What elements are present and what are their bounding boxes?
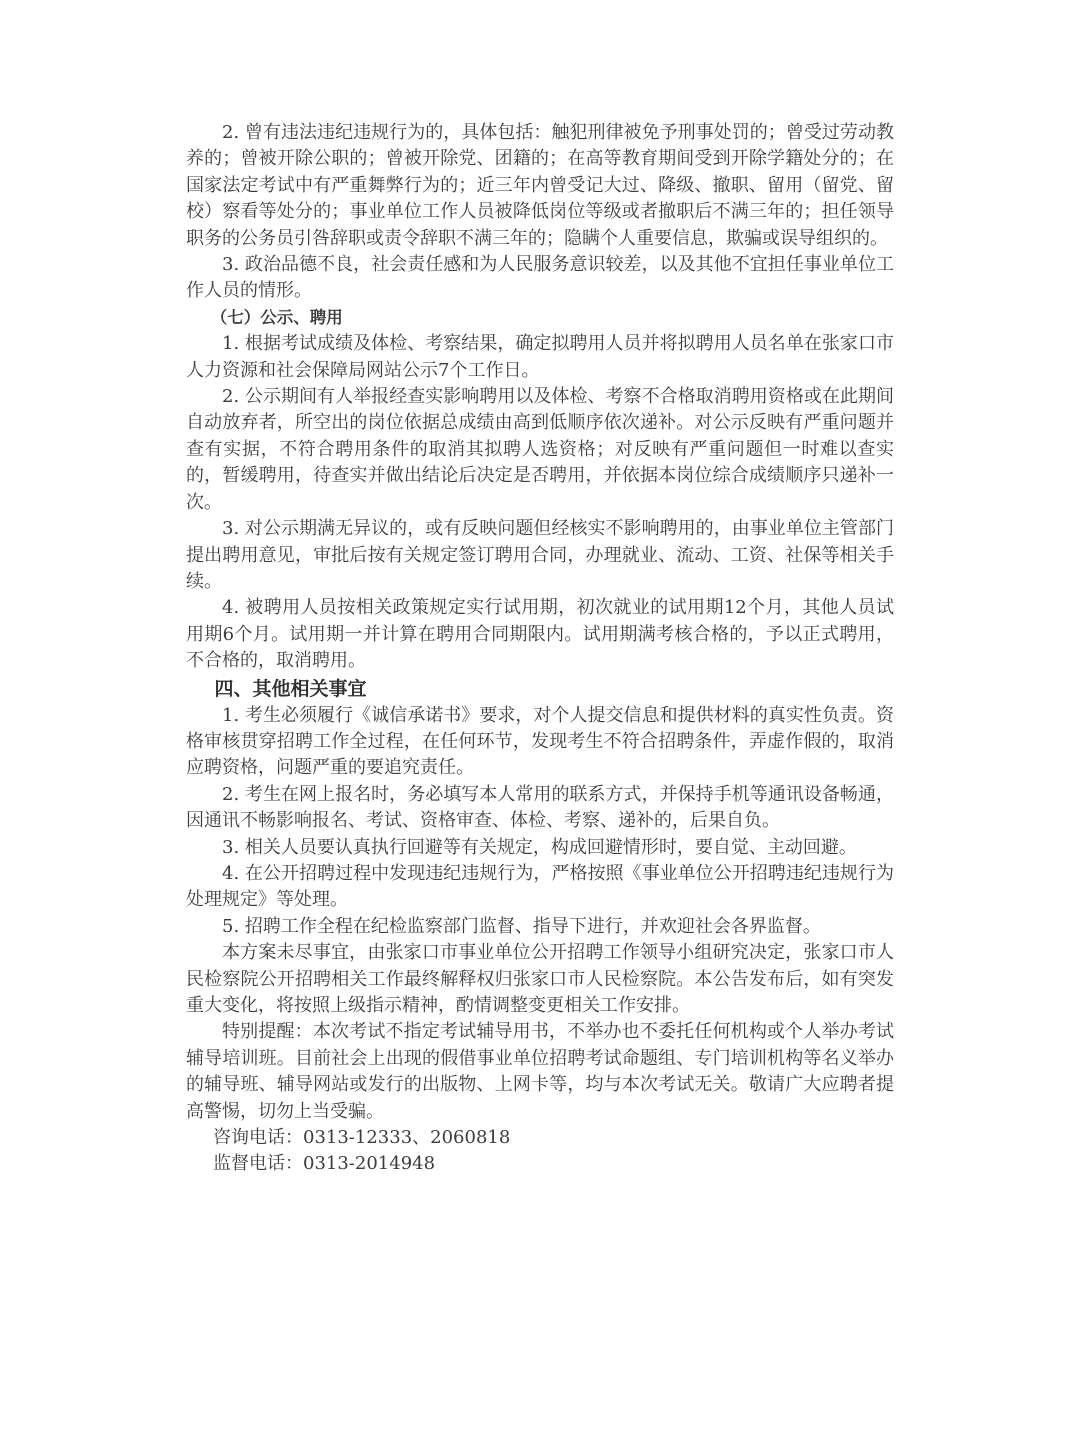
paragraph: 4. 在公开招聘过程中发现违纪违规行为，严格按照《事业单位公开招聘违纪违规行为处理规定》等处理。 [186, 862, 894, 911]
paragraph: 1. 考生必须履行《诚信承诺书》要求，对个人提交信息和提供材料的真实性负责。资格审核贯穿招聘工作全过程，在任何环节，发现考生不符合招聘条件，弄虚作假的，取消应聘资格，问题严重的要追究责任。 [186, 704, 894, 779]
subsection-heading: （七）公示、聘用 [210, 307, 343, 327]
paragraph: 3. 对公示期满无异议的，或有反映问题但经核实不影响聘用的，由事业单位主管部门提出聘用意见，审批后按有关规定签订聘用合同，办理就业、流动、工资、社保等相关手续。 [186, 518, 894, 592]
section-heading: 四、其他相关事宜 [214, 677, 367, 700]
paragraph: 本方案未尽事宜，由张家口市事业单位公开招聘工作领导小组研究决定，张家口市人民检察院公开招聘相关工作最终解释权归张家口市人民检察院。本公告发布后，如有突发重大变化，将按照上级指示精神，酌情调整变更相关工作安排。 [186, 942, 894, 1016]
paragraph: 特别提醒：本次考试不指定考试辅导用书，不举办也不委托任何机构或个人举办考试辅导培训班。目前社会上出现的假借事业单位招聘考试命题组、专门培训机构等名义举办的辅导班、辅导网站或发行的出版物、上网卡等，均与本次考试无关。敬请广大应聘者提高警惕，切勿上当受骗。 [186, 1021, 894, 1122]
paragraph: 2. 曾有违法违纪违规行为的，具体包括：触犯刑律被免予刑事处罚的；曾受过劳动教养的；曾被开除公职的；曾被开除党、团籍的；在高等教育期间受到开除学籍处分的；在国家法定考试中有严重舞弊行为的；近三年内曾受记大过、降级、撤职、留用（留党、留校）察看等处分的；事业单位工作人员被降低岗位等级或者撤职后不满三年的；担任领导职务的公务员引咎辞职或责令辞职不满三年的；隐瞒个人重要信息，欺骗或误导组织的。 [186, 122, 894, 249]
document-page [186, 120, 894, 1178]
paragraph: 2. 公示期间有人举报经查实影响聘用以及体检、考察不合格取消聘用资格或在此期间自动放弃者，所空出的岗位依据总成绩由高到低顺序依次递补。对公示反映有严重问题并查有实据，不符合聘用条件的取消其拟聘人选资格；对反映有严重问题但一时难以查实的，暂缓聘用，待查实并做出结论后决定是否聘用，并依据本岗位综合成绩顺序只递补一次。 [186, 386, 894, 513]
paragraph: 1. 根据考试成绩及体检、考察结果，确定拟聘用人员并将拟聘用人员名单在张家口市人力资源和社会保障局网站公示7个工作日。 [186, 333, 894, 381]
supervise-phone: 监督电话：0313-2014948 [213, 1153, 436, 1175]
paragraph: 4. 被聘用人员按相关政策规定实行试用期，初次就业的试用期12个月，其他人员试用期6个月。试用期一并计算在聘用合同期限内。试用期满考核合格的，予以正式聘用，不合格的，取消聘用。 [186, 597, 894, 672]
paragraph: 5. 招聘工作全程在纪检监察部门监督、指导下进行，并欢迎社会各界监督。 [222, 915, 821, 937]
consult-phone: 咨询电话：0313-12333、2060818 [213, 1127, 511, 1149]
paragraph: 3. 政治品德不良，社会责任感和为人民服务意识较差，以及其他不宜担任事业单位工作人员的情形。 [186, 254, 894, 302]
paragraph: 3. 相关人员要认真执行回避等有关规定，构成回避情形时，要自觉、主动回避。 [222, 836, 857, 858]
paragraph: 2. 考生在网上报名时，务必填写本人常用的联系方式，并保持手机等通讯设备畅通，因通讯不畅影响报名、考试、资格审查、体检、考察、递补的，后果自负。 [186, 783, 894, 832]
